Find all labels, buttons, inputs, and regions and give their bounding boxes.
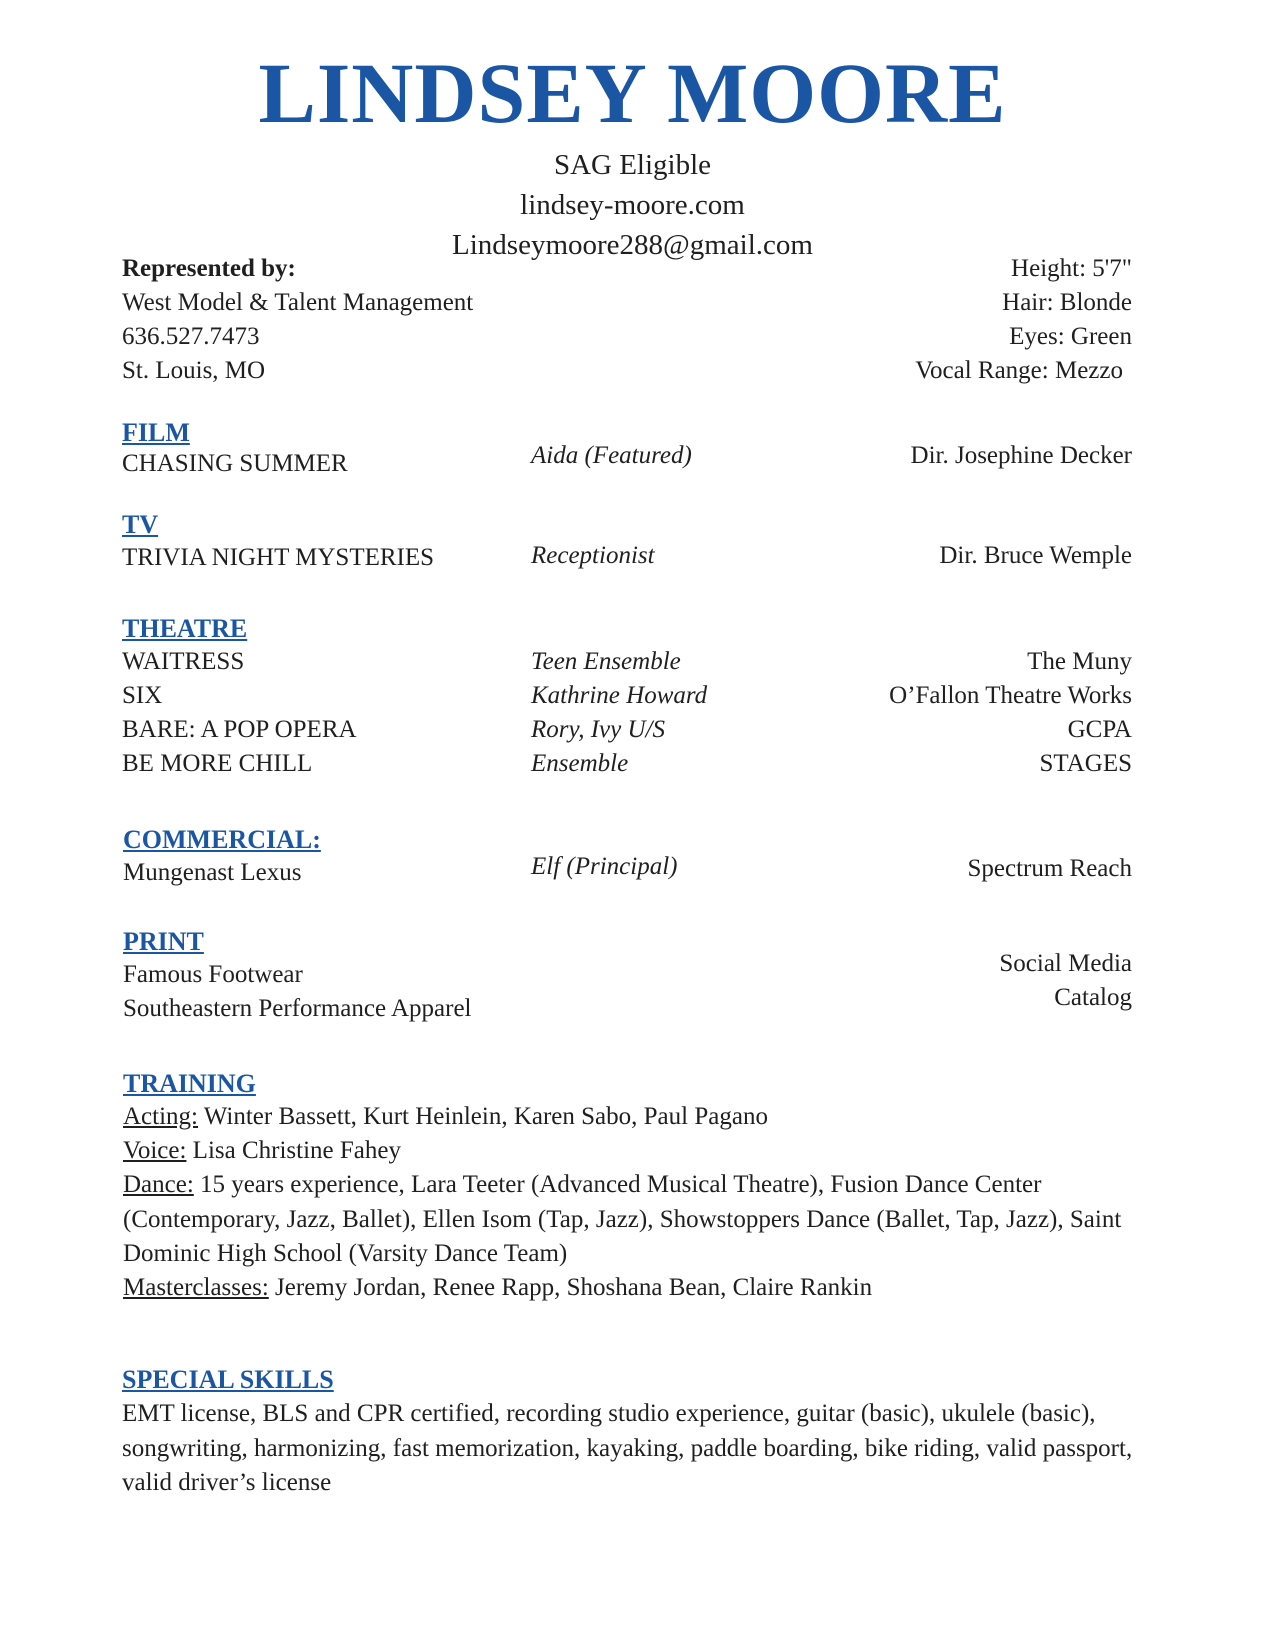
agency-phone: 636.527.7473 [122, 323, 260, 350]
theatre-title: BE MORE CHILL [122, 750, 313, 777]
film-credit: Dir. Josephine Decker [910, 442, 1132, 469]
theatre-title: BARE: A POP OPERA [122, 716, 357, 743]
stat-hair: Hair: Blonde [1002, 289, 1132, 316]
represented-by-label: Represented by: [122, 255, 296, 282]
dance-label: Dance: [123, 1171, 194, 1198]
commercial-heading: COMMERCIAL: [123, 825, 321, 854]
skills-heading: SPECIAL SKILLS [122, 1365, 334, 1394]
theatre-heading: THEATRE [122, 614, 248, 643]
tv-credit: Dir. Bruce Wemple [939, 542, 1132, 569]
commercial-title: Mungenast Lexus [123, 859, 302, 886]
website-link[interactable]: lindsey-moore.com [520, 189, 745, 221]
stat-height: Height: 5'7" [1011, 255, 1132, 282]
training-heading: TRAINING [123, 1069, 256, 1098]
print-credit: Social Media [999, 950, 1132, 977]
theatre-title: WAITRESS [122, 648, 245, 675]
training-acting [123, 1100, 1143, 1135]
print-heading: PRINT [123, 927, 204, 956]
theatre-credit: STAGES [1039, 750, 1132, 777]
agency-location: St. Louis, MO [122, 357, 266, 384]
theatre-title: SIX [122, 682, 163, 709]
print-title: Famous Footwear [123, 961, 303, 988]
film-heading: FILM [122, 418, 190, 447]
print-title: Southeastern Performance Apparel [123, 995, 472, 1022]
acting-label: Acting: [123, 1103, 198, 1130]
skills-text: EMT license, BLS and CPR certified, recording studio experience, guitar (basic), ukulele (basic), songwriting, harmonizing, fast memorization, kayaking, paddle boarding, bike riding, valid passport, valid driver’s license [122, 1400, 1133, 1496]
theatre-role: Teen Ensemble [531, 648, 681, 675]
email-link[interactable]: Lindseymoore288@gmail.com [452, 229, 813, 261]
theatre-role: Ensemble [531, 750, 629, 777]
union-status: SAG Eligible [553, 149, 712, 181]
dance-details: 15 years experience, Lara Teeter (Advanced Musical Theatre), Fusion Dance Center (Contemporary, Jazz, Ballet), Ellen Isom (Tap, Jazz), Showstoppers Dance (Ballet, Tap, Jazz), Saint Dominic High School (Varsity Dance Team) [123, 1171, 1122, 1267]
stat-vocal-range: Vocal Range: Mezzo [915, 357, 1123, 384]
tv-role: Receptionist [531, 542, 655, 569]
theatre-credit: The Muny [1027, 648, 1132, 675]
tv-title: TRIVIA NIGHT MYSTERIES [122, 544, 435, 571]
acting-teachers: Winter Bassett, Kurt Heinlein, Karen Sabo, Paul Pagano [198, 1103, 768, 1130]
theatre-credit: O’Fallon Theatre Works [889, 682, 1132, 709]
training-masterclasses [123, 1271, 1143, 1306]
film-role: Aida (Featured) [531, 442, 692, 469]
film-title: CHASING SUMMER [122, 450, 348, 477]
theatre-credit: GCPA [1067, 716, 1132, 743]
training-voice [123, 1134, 1143, 1169]
voice-teachers: Lisa Christine Fahey [186, 1137, 401, 1164]
masterclasses-label: Masterclasses: [123, 1274, 269, 1301]
voice-label: Voice: [123, 1137, 187, 1164]
theatre-role: Rory, Ivy U/S [531, 716, 665, 743]
theatre-role: Kathrine Howard [531, 682, 708, 709]
masterclasses-list: Jeremy Jordan, Renee Rapp, Shoshana Bean, Claire Rankin [268, 1274, 873, 1301]
commercial-role: Elf (Principal) [531, 853, 678, 880]
agency-name: West Model & Talent Management [122, 289, 474, 316]
training-dance [123, 1168, 1143, 1272]
stat-eyes: Eyes: Green [1009, 323, 1132, 350]
tv-heading: TV [122, 510, 159, 539]
print-credit: Catalog [1054, 984, 1132, 1011]
commercial-credit: Spectrum Reach [967, 855, 1132, 882]
name-title: LINDSEY MOORE [258, 45, 1007, 141]
